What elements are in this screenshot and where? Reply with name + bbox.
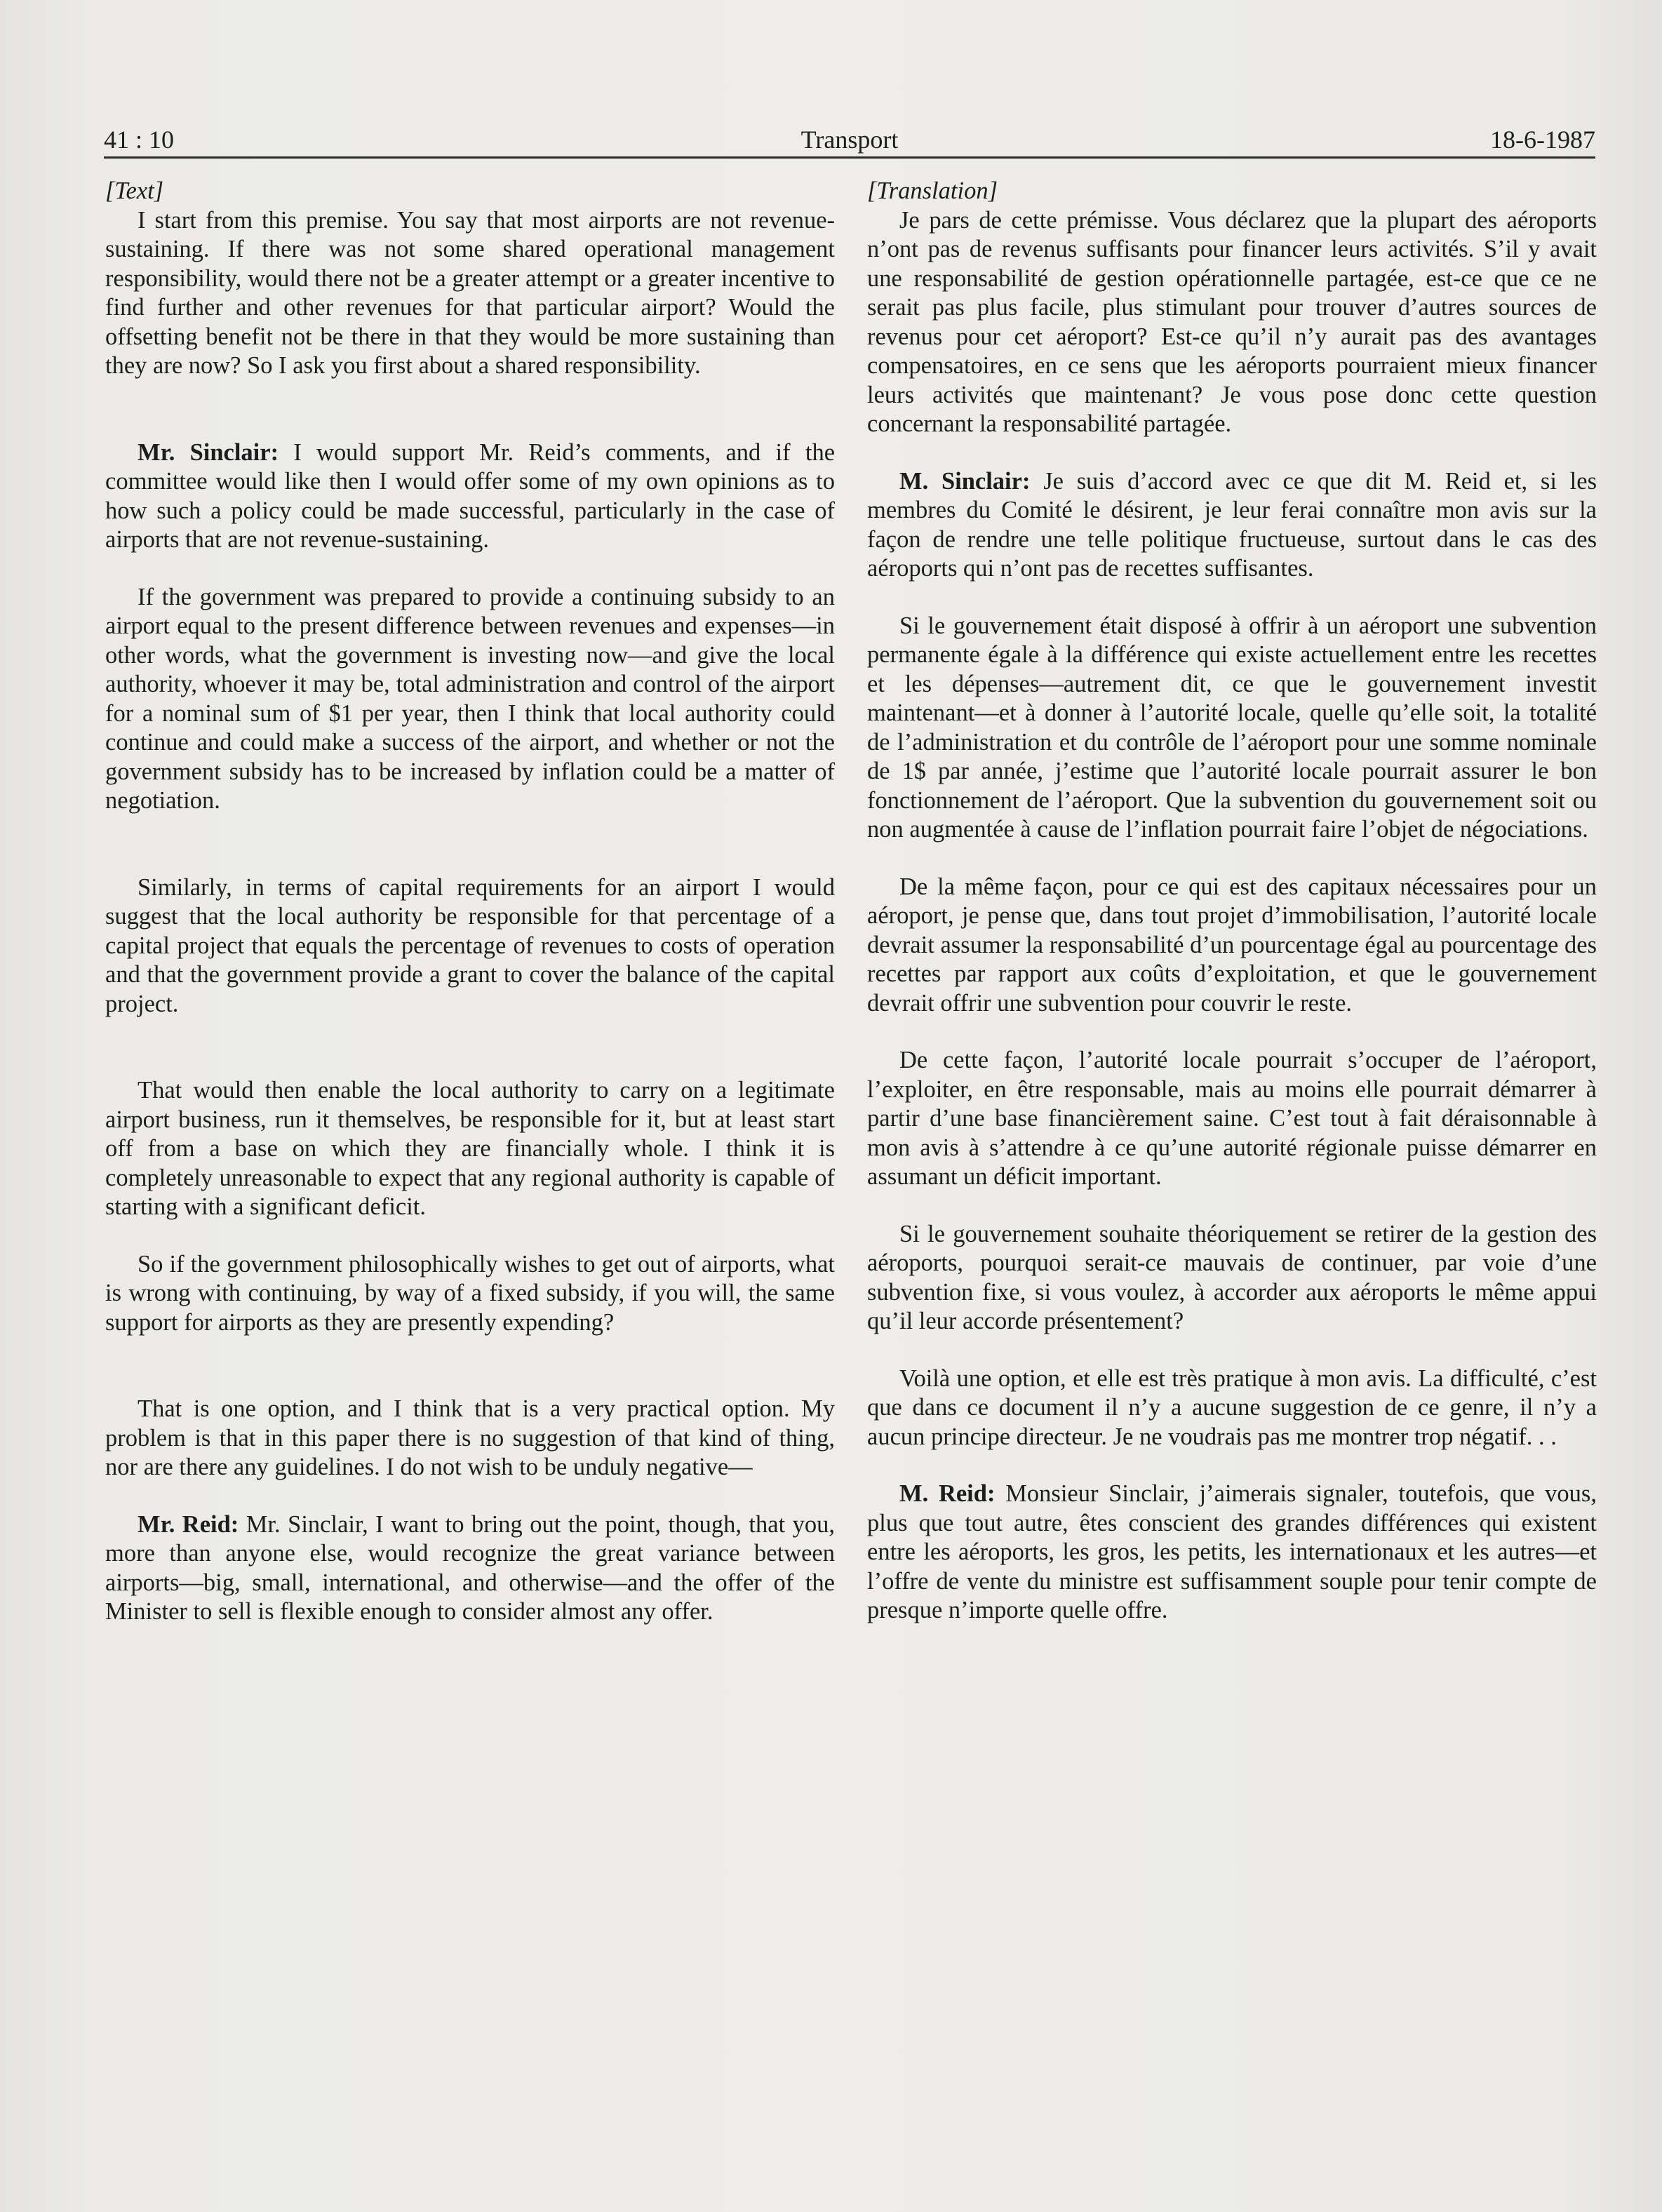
speech-text: Monsieur Sinclair, j’aimerais signaler, toutefois, que vous, plus que tout autre, êtes conscient des grandes différences qui existent entre les aéroports, les gros, les petits, les internationaux et les autres—et l’offre de vente du ministre est suffisamment souple pour tenir compte de presque n’importe quelle offre. xyxy=(867,1480,1597,1623)
header-rule xyxy=(104,156,1595,159)
speaker-name: Mr. Sinclair: xyxy=(138,438,279,466)
paragraph-5: That would then enable the local authority to carry on a legitimate airport business, run it themselves, be responsible for it, but at least start off from a base on which they are financially whole. I think it is completely unreasonable to expect that any regional authority is capable of starting with a significant deficit. xyxy=(105,1077,835,1220)
paragraph-5: De cette façon, l’autorité locale pourrait s’occuper de l’aéroport, l’exploiter, en être responsable, mais au moins elle pourrait démarrer à partir d’une base financièrement saine. C’est tout à fait déraisonnable à mon avis à s’attendre à ce qu’une autorité régionale puisse démarrer en assumant un déficit important. xyxy=(867,1047,1597,1190)
header-date: 18-6-1987 xyxy=(1490,126,1595,154)
paragraph-3: Si le gouvernement était disposé à offrir à un aéroport une subvention permanente égale à la différence qui existe actuellement entre les recettes et les dépenses—autrement dit, ce que le gouvernement investit maintenant—et à donner à l’autorité locale, quelle qu’elle soit, la totalité de l’administration et du contrôle de l’aéroport pour une somme nominale de 1$ par année, j’estime que l’autorité locale pourrait assurer le bon fonctionnement de l’aéroport. Que la subvention du gouvernement soit ou non augmentée à cause de l’inflation pourrait faire l’objet de négociations. xyxy=(867,612,1597,843)
paragraph-3: If the government was prepared to provide a continuing subsidy to an airport equal to the present difference between revenues and expenses—in other words, what the government is investing now—and give the local authority, whoever it may be, total administration and control of the airport for a nominal sum of $1 per year, then I think that local authority could continue and could make a success of the airport, and whether or not the government subsidy has to be increased by inflation could be a matter of negotiation. xyxy=(105,583,835,814)
paragraph-6: So if the government philosophically wishes to get out of airports, what is wrong with continuing, by way of a fixed subsidy, if you will, the same support for airports as they are presently expending? xyxy=(105,1250,835,1336)
paragraph-8 xyxy=(867,1480,1597,1626)
page-header xyxy=(104,123,1595,159)
speech-text: Mr. Sinclair, I want to bring out the point, though, that you, more than anyone else, would recognize the great variance between airports—big, small, international, and otherwise—and the offer of the Minister to sell is flexible enough to consider almost any offer. xyxy=(105,1510,836,1625)
paragraph-8 xyxy=(105,1510,835,1627)
paragraph-1: I start from this premise. You say that most airports are not revenue-sustaining. If there was not some shared operational management responsibility, would there not be a greater attempt or a greater incentive to find further and other revenues for that particular airport? Would the offsetting benefit not be there in that they would be more sustaining than they are now? So I ask you first about a shared responsibility. xyxy=(105,206,835,379)
paragraph-7: Voilà une option, et elle est très pratique à mon avis. La difficulté, c’est que dans ce document il n’y a aucune suggestion de ce genre, il n’y a aucun principe directeur. Je ne voudrais pas me montrer trop négatif. . . xyxy=(867,1365,1597,1450)
translation-tag: [Translation] xyxy=(867,177,998,204)
paragraph-2 xyxy=(867,467,1597,584)
text-tag: [Text] xyxy=(105,177,164,204)
french-column xyxy=(867,177,1597,1626)
page-number: 41 : 10 xyxy=(104,126,175,154)
speech-text: I would support Mr. Reid’s comments, and if the committee would like then I would offer some of my own opinions as to how such a policy could be made successful, particularly in the case of airports that are not revenue-sustaining. xyxy=(105,438,836,553)
paragraph-2 xyxy=(105,438,835,555)
paragraph-6: Si le gouvernement souhaite théoriquement se retirer de la gestion des aéroports, pourquoi serait-ce mauvais de continuer, par voie d’une subvention fixe, si vous voulez, à accorder aux aéroports le même appui qu’il leur accorde présentement? xyxy=(867,1220,1597,1334)
speaker-name: M. Reid: xyxy=(899,1480,996,1507)
paragraph-7: That is one option, and I think that is a very practical option. My problem is that in this paper there is no suggestion of that kind of thing, nor are there any guidelines. I do not wish to be unduly negative— xyxy=(105,1395,835,1480)
paragraph-1: Je pars de cette prémisse. Vous déclarez que la plupart des aéroports n’ont pas de revenus suffisants pour financer leurs activités. S’il y avait une responsabilité de gestion opérationnelle partagée, est-ce que ce ne serait pas plus facile, plus stimulant pour trouver d’autres sources de revenus pour cet aéroport? Est-ce qu’il n’y aurait pas des avantages compensatoires, en ce sens que les aéroports pourraient mieux financer leurs activités que maintenant? Je vous pose donc cette question concernant la responsabilité partagée. xyxy=(867,206,1597,437)
paragraph-4: De la même façon, pour ce qui est des capitaux nécessaires pour un aéroport, je pense que, dans tout projet d’immobilisation, l’autorité locale devrait assumer la responsabilité d’un pourcentage égal au pourcentage des recettes par rapport aux coûts d’exploitation, et que le gouvernement devrait offrir une subvention pour couvrir le reste. xyxy=(867,873,1597,1017)
speech-text: Je suis d’accord avec ce que dit M. Reid et, si les membres du Comité le désirent, je leur ferai connaître mon avis sur la façon de rendre une telle politique fructueuse, surtout dans le cas des aéroports qui n’ont pas de recettes suffisantes. xyxy=(867,467,1597,582)
section-title: Transport xyxy=(800,126,899,154)
speaker-name: M. Sinclair: xyxy=(899,467,1031,495)
english-column xyxy=(105,177,835,1627)
paragraph-4: Similarly, in terms of capital requirements for an airport I would suggest that the local authority be responsible for that percentage of a capital project that equals the percentage of revenues to costs of operation and that the government provide a grant to cover the balance of the capital project. xyxy=(105,873,835,1017)
speaker-name: Mr. Reid: xyxy=(138,1510,239,1538)
